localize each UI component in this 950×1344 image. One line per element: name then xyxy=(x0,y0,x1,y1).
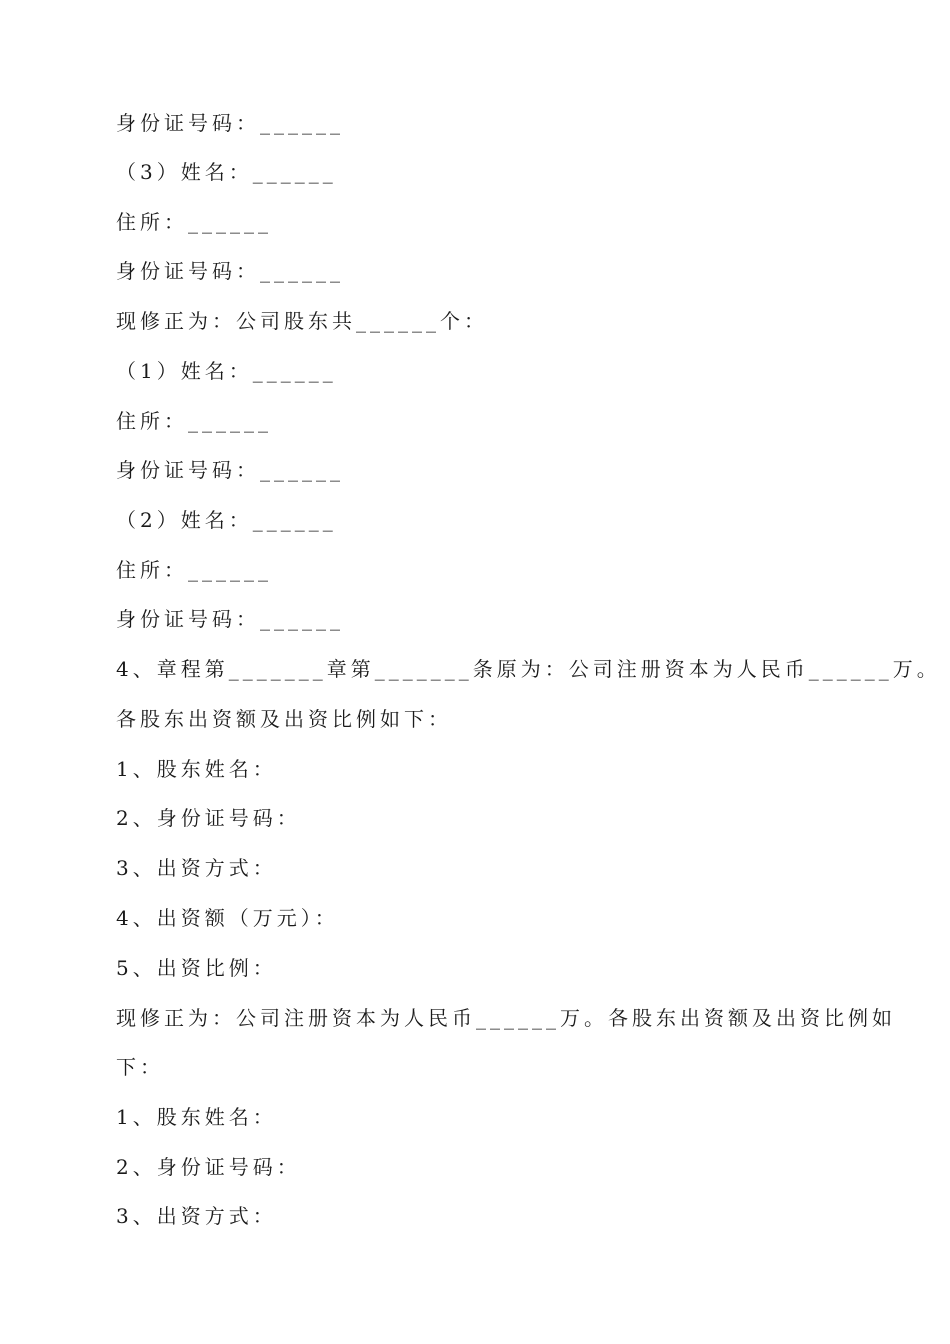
article-4-original-capital: 4、章程第_______章第_______条原为：公司注册资本为人民币______万。 xyxy=(116,657,941,681)
new-shareholder-2-id: 身份证号码：______ xyxy=(116,607,344,631)
id-number-line-3a: 身份证号码：______ xyxy=(116,111,344,135)
item-id-number: 2、身份证号码： xyxy=(116,806,301,830)
new-shareholder-1-id: 身份证号码：______ xyxy=(116,458,344,482)
amended-capital-line: 现修正为：公司注册资本为人民币______万。各股东出资额及出资比例如 xyxy=(116,1006,896,1030)
new-item-shareholder-name: 1、股东姓名： xyxy=(116,1105,277,1129)
new-shareholder-2-address: 住所：______ xyxy=(116,558,272,582)
item-contribution-method: 3、出资方式： xyxy=(116,856,277,880)
item-contribution-amount: 4、出资额（万元）： xyxy=(116,906,339,930)
amended-shareholder-count: 现修正为：公司股东共______个： xyxy=(116,309,488,333)
new-shareholder-2-name: （2）姓名：______ xyxy=(116,508,337,532)
new-shareholder-1-name: （1）姓名：______ xyxy=(116,359,337,383)
contribution-intro: 各股东出资额及出资比例如下： xyxy=(116,707,452,731)
shareholder-3-name-line: （3）姓名：______ xyxy=(116,160,337,184)
shareholder-3-address-line: 住所：______ xyxy=(116,210,272,234)
new-item-contribution-method: 3、出资方式： xyxy=(116,1204,277,1228)
new-shareholder-1-address: 住所：______ xyxy=(116,409,272,433)
shareholder-3-id-line: 身份证号码：______ xyxy=(116,259,344,283)
item-shareholder-name: 1、股东姓名： xyxy=(116,757,277,781)
new-item-id-number: 2、身份证号码： xyxy=(116,1155,301,1179)
amended-capital-line-cont: 下： xyxy=(116,1055,164,1079)
item-contribution-ratio: 5、出资比例： xyxy=(116,956,277,980)
